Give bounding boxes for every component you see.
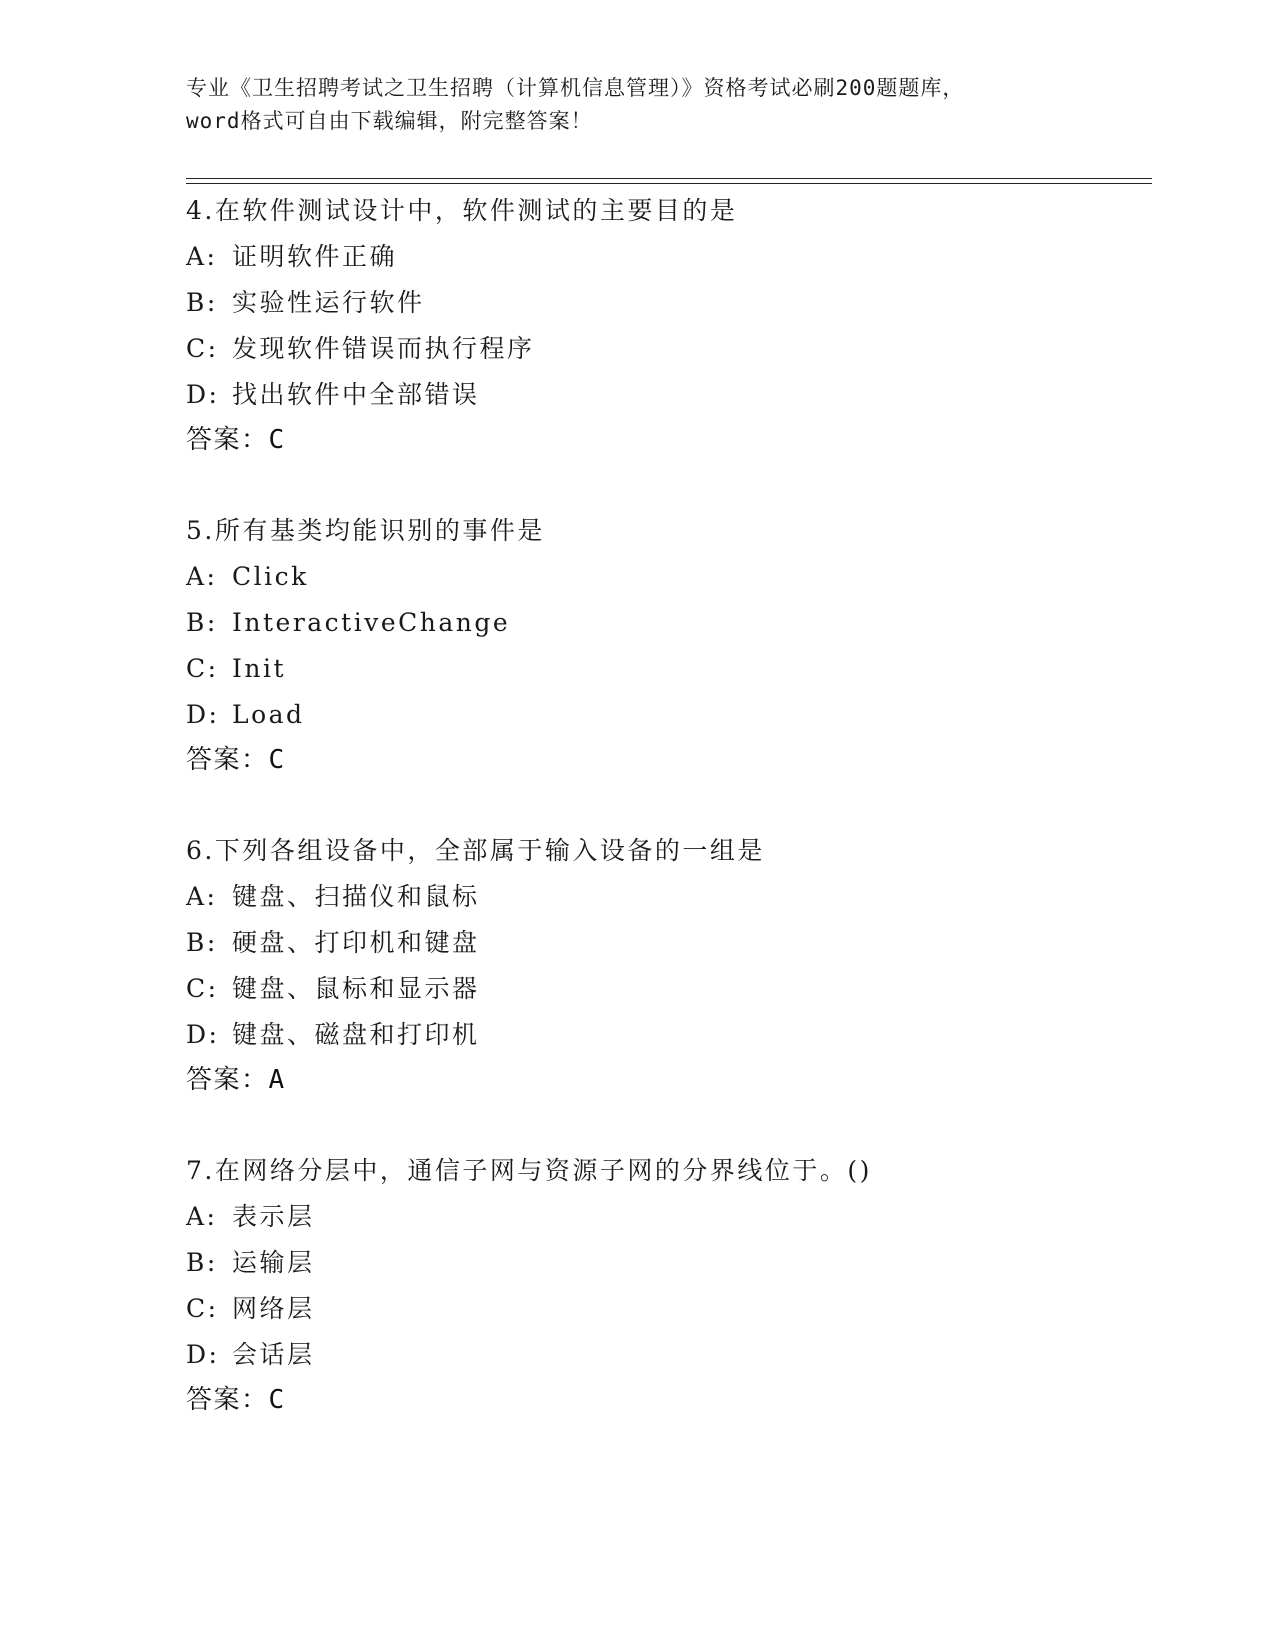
option-b: [186, 920, 1146, 966]
header-line-2: word格式可自由下载编辑，附完整答案！: [186, 109, 593, 133]
option-text: 键盘、鼠标和显示器: [232, 974, 480, 1003]
option-key: C:: [186, 654, 219, 683]
option-text: 找出软件中全部错误: [232, 380, 480, 409]
option-text: Click: [232, 562, 309, 591]
option-a: [186, 234, 1146, 280]
option-key: A:: [186, 242, 218, 271]
option-text: 运输层: [232, 1248, 315, 1277]
answer-line: [186, 418, 1146, 462]
option-d: [186, 372, 1146, 418]
option-text: 键盘、扫描仪和鼠标: [232, 882, 480, 911]
answer-line: [186, 738, 1146, 782]
question-title: 7.在网络分层中，通信子网与资源子网的分界线位于。(): [186, 1156, 872, 1185]
option-c: [186, 1286, 1146, 1332]
option-text: Load: [232, 700, 305, 729]
option-text: 表示层: [232, 1202, 315, 1231]
option-d: [186, 1332, 1146, 1378]
option-c: [186, 966, 1146, 1012]
question-4: [186, 188, 1146, 462]
option-d: [186, 1012, 1146, 1058]
option-c: [186, 326, 1146, 372]
option-text: 会话层: [232, 1340, 315, 1369]
option-key: B:: [186, 288, 218, 317]
option-text: 硬盘、打印机和键盘: [232, 928, 480, 957]
header-divider-top: [186, 178, 1152, 179]
option-text: 实验性运行软件: [232, 288, 425, 317]
option-key: B:: [186, 1248, 218, 1277]
option-key: D:: [186, 1020, 220, 1049]
option-text: Init: [232, 654, 287, 683]
question-title: 5.所有基类均能识别的事件是: [186, 516, 545, 545]
option-key: C:: [186, 1294, 219, 1323]
answer-value: A: [268, 1065, 286, 1095]
option-key: D:: [186, 380, 220, 409]
option-key: C:: [186, 974, 219, 1003]
option-text: InteractiveChange: [232, 608, 511, 637]
question-title: 6.下列各组设备中，全部属于输入设备的一组是: [186, 836, 765, 865]
option-key: C:: [186, 334, 219, 363]
option-text: 键盘、磁盘和打印机: [232, 1020, 480, 1049]
option-text: 网络层: [232, 1294, 315, 1323]
answer-value: C: [268, 745, 286, 775]
answer-label: 答案：: [186, 1065, 269, 1095]
option-a: [186, 554, 1146, 600]
header-divider-bottom: [186, 183, 1152, 184]
answer-value: C: [268, 425, 286, 455]
question-list: [186, 188, 1146, 1468]
question-5: [186, 508, 1146, 782]
option-key: B:: [186, 928, 218, 957]
option-b: [186, 280, 1146, 326]
answer-label: 答案：: [186, 1385, 269, 1415]
option-a: [186, 874, 1146, 920]
answer-line: [186, 1058, 1146, 1102]
option-b: [186, 600, 1146, 646]
option-key: D:: [186, 700, 220, 729]
question-7: [186, 1148, 1146, 1422]
option-text: 发现软件错误而执行程序: [232, 334, 535, 363]
option-key: D:: [186, 1340, 220, 1369]
answer-line: [186, 1378, 1146, 1422]
question-6: [186, 828, 1146, 1102]
option-key: A:: [186, 562, 218, 591]
option-key: B:: [186, 608, 218, 637]
answer-label: 答案：: [186, 425, 269, 455]
option-b: [186, 1240, 1146, 1286]
option-d: [186, 692, 1146, 738]
option-a: [186, 1194, 1146, 1240]
answer-value: C: [268, 1385, 286, 1415]
option-c: [186, 646, 1146, 692]
answer-label: 答案：: [186, 745, 269, 775]
option-key: A:: [186, 882, 218, 911]
question-title: 4.在软件测试设计中，软件测试的主要目的是: [186, 196, 738, 225]
header-line-1: 专业《卫生招聘考试之卫生招聘（计算机信息管理）》资格考试必刷200题题库，: [186, 76, 965, 100]
option-text: 证明软件正确: [232, 242, 398, 271]
document-header: [186, 72, 1086, 138]
option-key: A:: [186, 1202, 218, 1231]
